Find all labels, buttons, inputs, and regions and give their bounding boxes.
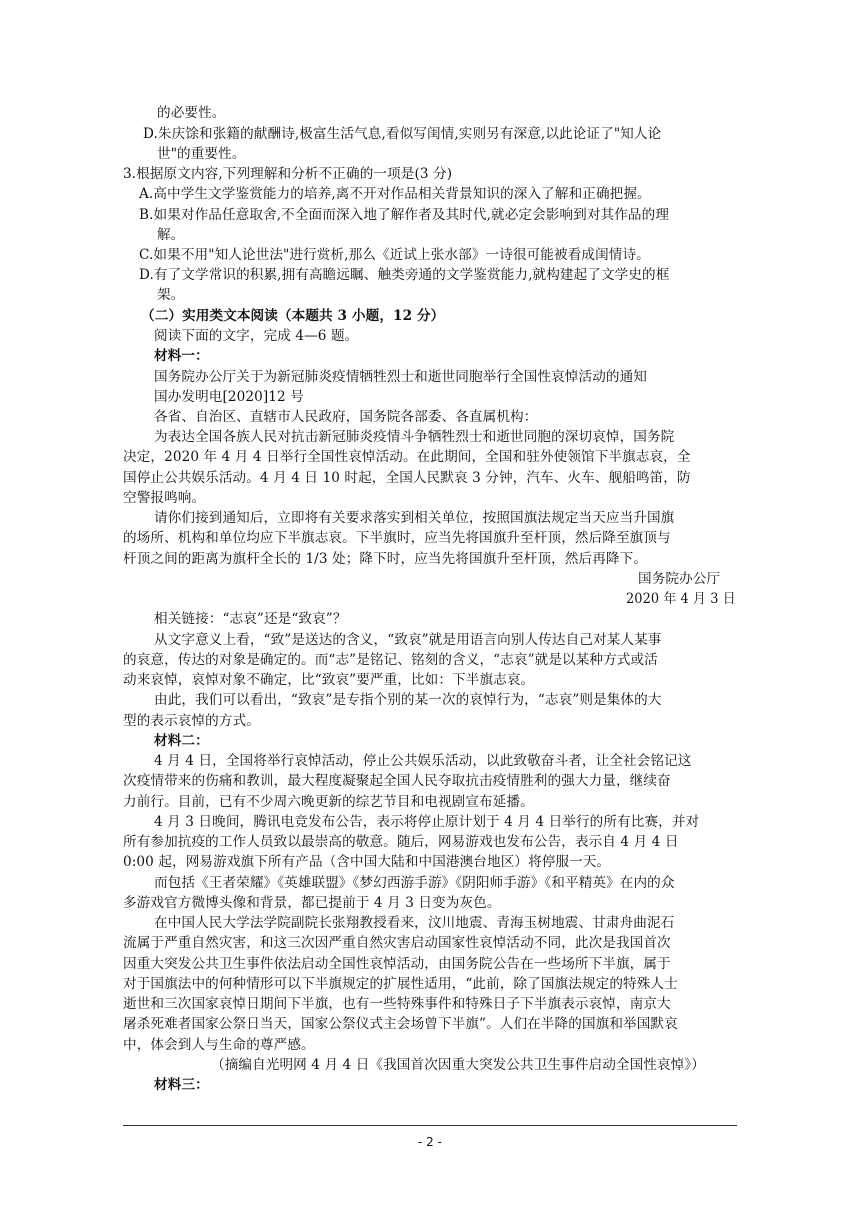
material-one-heading: 材料一： <box>154 348 209 364</box>
text-line: 的必要性。 <box>157 105 226 121</box>
material-two-heading: 材料二： <box>154 733 209 749</box>
text-line: 0:00 起，网易游戏旗下所有产品（含中国大陆和中国港澳台地区）将停服一天。 <box>123 854 611 870</box>
text-line: 屠杀死难者国家公祭日当天，国家公祭仪式主会场曾下半旗”。人们在半降的国旗和举国默哀 <box>123 1016 678 1032</box>
text-line: 为表达全国各族人民对抗击新冠肺炎疫情斗争牺牲烈士和逝世同胞的深切哀悼，国务院 <box>154 429 675 445</box>
instruction: 阅读下面的文字，完成 4—6 题。 <box>154 328 359 344</box>
text-line: 力前行。目前，已有不少周六晚更新的综艺节目和电视剧宣布延播。 <box>123 794 534 810</box>
text-line: 动来哀悼，哀悼对象不确定，比“致哀”要严重，比如：下半旗志哀。 <box>123 672 535 688</box>
option-d-line: D.朱庆馀和张籍的献酬诗,极富生活气息,看似写闺情,实则另有深意,以此论证了"知人论 <box>143 126 662 142</box>
text-line: 由此，我们可以看出，“致哀”是专指个别的某一次的哀悼行为，“志哀”则是集体的大 <box>154 692 662 708</box>
text-line: 在中国人民大学法学院副院长张翔教授看来，汶川地震、青海玉树地震、甘肃舟曲泥石 <box>154 915 675 931</box>
text-line: 因重大突发公共卫生事件依法启动全国性哀悼活动，由国务院公告在一些场所下半旗，属于 <box>123 956 671 972</box>
text-line: 世"的重要性。 <box>157 146 246 162</box>
text-line: 请你们接到通知后，立即将有关要求落实到相关单位，按照国旗法规定当天应当升国旗 <box>154 510 675 526</box>
text-line: 流属于严重自然灾害，和这三次因严重自然灾害启动国家性哀悼活动不同，此次是我国首次 <box>123 935 671 951</box>
source-citation: （摘编自光明网 4 月 4 日《我国首次因重大突发公共卫生事件启动全国性哀悼》） <box>211 1057 705 1073</box>
notice-date: 2020 年 4 月 3 日 <box>626 591 736 607</box>
related-link: 相关链接：“志哀”还是“致哀”？ <box>154 611 347 627</box>
page-number: - 2 - <box>418 1135 442 1149</box>
option-d: D.有了文学常识的积累,拥有高瞻远瞩、触类旁通的文学鉴赏能力,就构建起了文学史的框 <box>139 267 670 283</box>
notice-number: 国办发明电[2020]12 号 <box>154 389 304 405</box>
text-line: 型的表示哀悼的方式。 <box>123 713 260 729</box>
notice-signature: 国务院办公厅 <box>638 571 721 587</box>
text-line: 多游戏官方微博头像和背景，都已提前于 4 月 3 日变为灰色。 <box>123 895 501 911</box>
option-a: A.高中学生文学鉴赏能力的培养,离不开对作品相关背景知识的深入了解和正确把握。 <box>139 186 651 202</box>
footer-rule <box>123 1125 737 1126</box>
text-line: 架。 <box>157 287 185 303</box>
text-line: 4 月 3 日晚间，腾讯电竞发布公告，表示将停止原计划于 4 月 4 日举行的所有比赛，并对 <box>154 814 700 830</box>
option-b: B.如果对作品任意取舍,不全面而深入地了解作者及其时代,就必定会影响到对其作品的理 <box>139 207 670 223</box>
text-line: 解。 <box>157 227 185 243</box>
text-line: 逝世和三次国家哀悼日期间下半旗，也有一些特殊事件和特殊日子下半旗表示哀悼，南京大 <box>123 996 671 1012</box>
text-line: 决定，2020 年 4 月 4 日举行全国性哀悼活动。在此期间，全国和驻外使领馆下半旗志哀，全 <box>123 449 691 465</box>
section-heading: （二）实用类文本阅读（本题共 3 小题，12 分） <box>141 308 445 324</box>
text-line: 而包括《王者荣耀》《英雄联盟》《梦幻西游手游》《阴阳师手游》《和平精英》在内的众 <box>154 875 675 891</box>
text-line: 对于国旗法中的何种情形可以下半旗规定的扩展性适用，“此前，除了国旗法规定的特殊人士 <box>123 976 678 992</box>
text-line: 的哀意，传达的对象是确定的。而“志”是铭记、铭刻的含义，“志哀”就是以某种方式或活 <box>123 652 658 668</box>
text-line: 中，体会到人与生命的尊严感。 <box>123 1037 315 1053</box>
text-line: 所有参加抗疫的工作人员致以最崇高的敬意。随后，网易游戏也发布公告，表示自 4 月 4 日 <box>123 834 679 850</box>
question-3: 3.根据原文内容,下列理解和分析不正确的一项是(3 分) <box>123 166 453 182</box>
text-line: 从文字意义上看，“致”是送达的含义，“致哀”就是用语言向别人传达自己对某人某事 <box>154 632 662 648</box>
option-c: C.如果不用"知人论世法"进行赏析,那么《近试上张水部》一诗很可能被看成闺情诗。 <box>139 247 650 263</box>
text-line: 次疫情带来的伤痛和教训，最大程度凝聚起全国人民夺取抗击疫情胜利的强大力量，继续奋 <box>123 773 671 789</box>
text-line: 空警报鸣响。 <box>123 490 206 506</box>
text-line: 4 月 4 日，全国将举行哀悼活动，停止公共娱乐活动，以此致敬奋斗者，让全社会铭记这 <box>154 753 692 769</box>
text-line: 杆顶之间的距离为旗杆全长的 1/3 处；降下时，应当先将国旗升至杆顶，然后再降下。 <box>123 551 647 567</box>
notice-recipients: 各省、自治区、直辖市人民政府，国务院各部委、各直属机构： <box>154 409 538 425</box>
text-line: 的场所、机构和单位均应下半旗志哀。下半旗时，应当先将国旗升至杆顶，然后降至旗顶与 <box>123 530 671 546</box>
notice-title: 国务院办公厅关于为新冠肺炎疫情牺牲烈士和逝世同胞举行全国性哀悼活动的通知 <box>154 369 647 385</box>
material-three-heading: 材料三： <box>154 1077 209 1093</box>
text-line: 国停止公共娱乐活动。4 月 4 日 10 时起，全国人民默哀 3 分钟，汽车、火车、舰船鸣笛，防 <box>123 470 691 486</box>
